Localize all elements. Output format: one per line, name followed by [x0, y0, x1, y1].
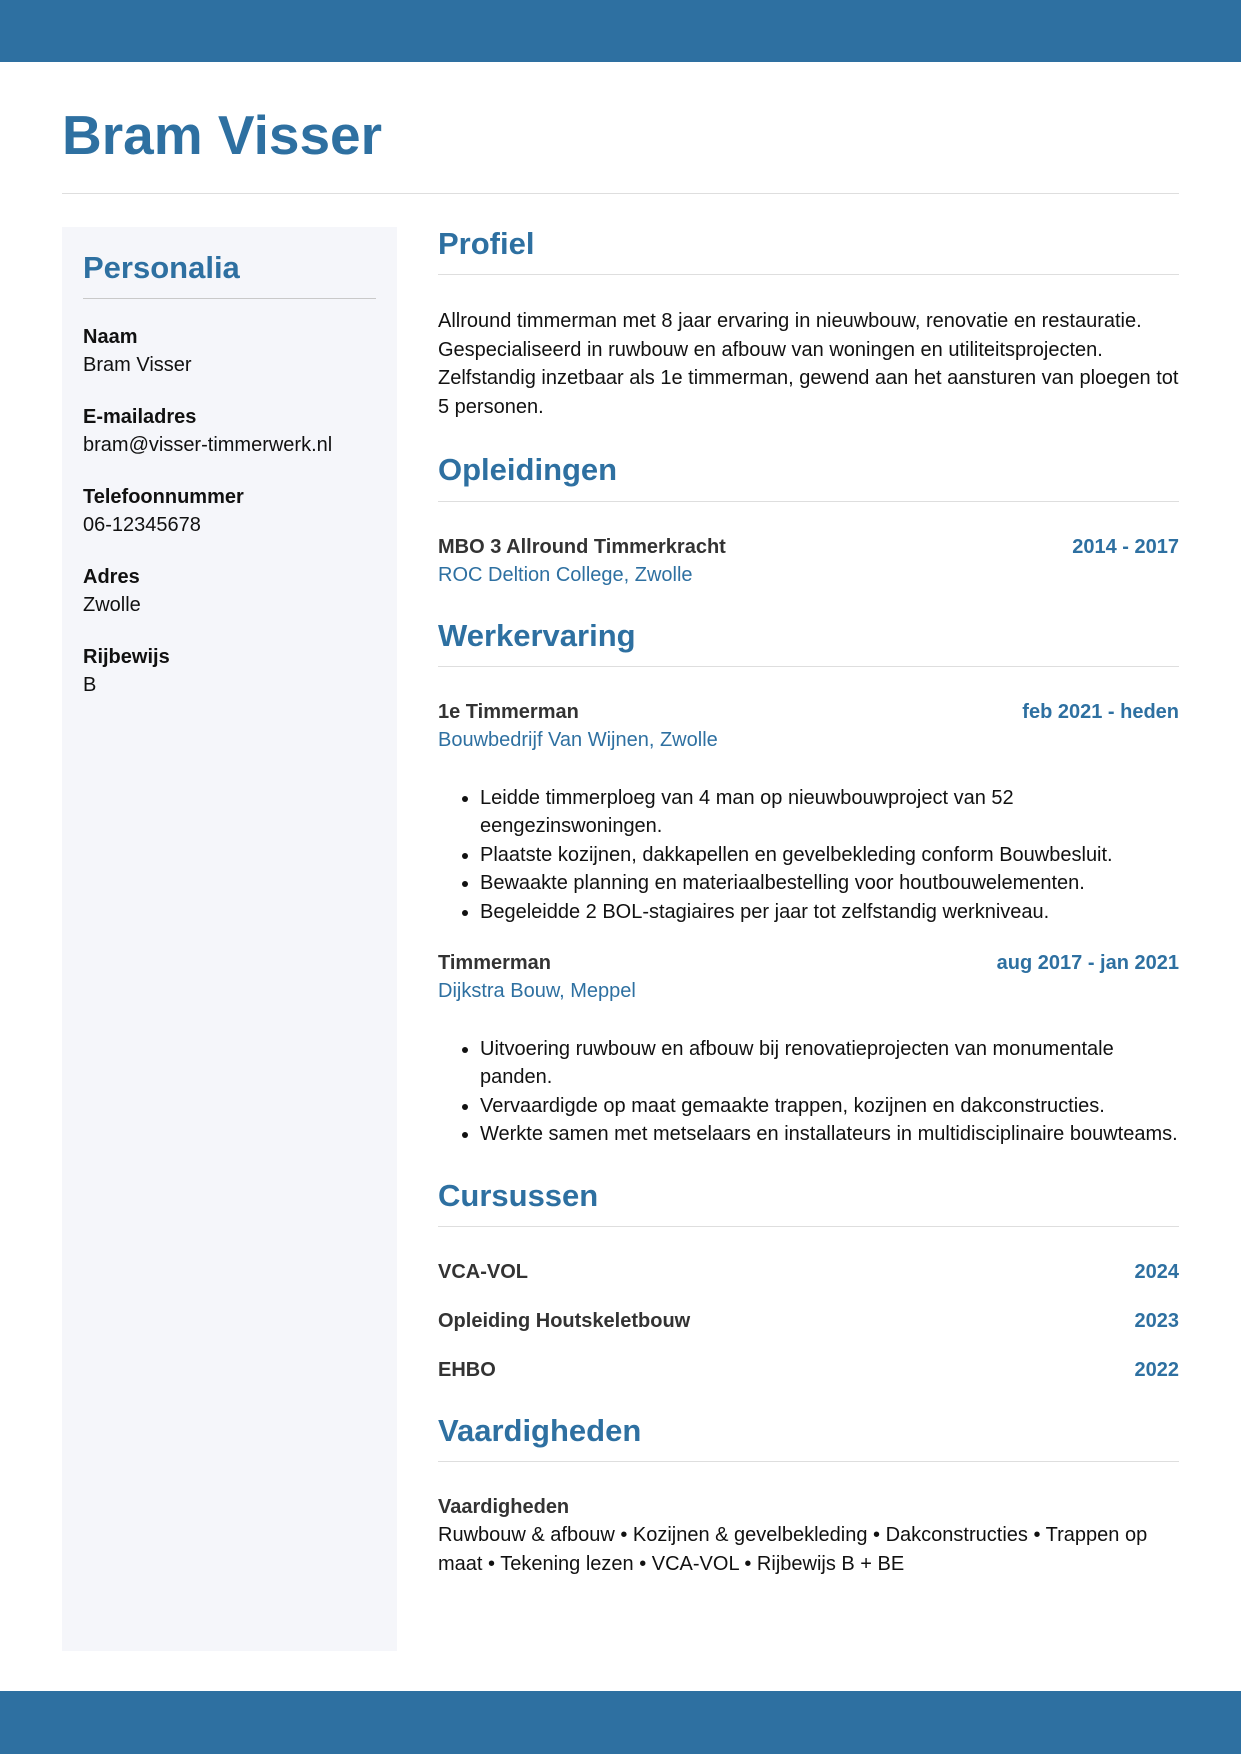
field-value: 06-12345678 [83, 514, 201, 537]
job-bullets [438, 784, 1179, 927]
field-value: Zwolle [83, 594, 141, 617]
field-label: Naam [83, 326, 138, 349]
job-title: Timmerman [438, 951, 552, 974]
education-entry [438, 533, 1179, 589]
field-label: E-mailadres [83, 406, 197, 429]
course-year: 2022 [1134, 1359, 1179, 1382]
section-title: Werkervaring [438, 617, 636, 653]
section-divider [438, 1226, 1179, 1227]
section-divider [438, 666, 1179, 667]
field-adres [83, 563, 376, 619]
section-profiel [438, 227, 1179, 421]
list-item: • Plaatste kozijnen, dakkapellen en gevelbekleding conform Bouwbesluit. [480, 841, 1179, 870]
field-label: Adres [83, 566, 140, 589]
field-email [83, 403, 376, 459]
job-entry [438, 698, 1179, 927]
field-label: Telefoonnummer [83, 486, 244, 509]
field-label: Rijbewijs [83, 646, 170, 669]
course-title: Opleiding Houtskeletbouw [438, 1310, 691, 1333]
course-title: VCA-VOL [438, 1261, 528, 1284]
footer-band [0, 1691, 1241, 1754]
job-company: Dijkstra Bouw, Meppel [438, 979, 636, 1002]
candidate-name: Bram Visser [62, 104, 383, 166]
job-entry [438, 949, 1179, 1149]
section-cursussen [438, 1179, 1179, 1384]
section-opleidingen [438, 453, 1179, 588]
list-item: • Bewaakte planning en materiaalbestelling voor houtbouwelementen. [480, 869, 1179, 898]
list-item: • Uitvoering ruwbouw en afbouw bij renovatieprojecten van monumentale panden. [480, 1035, 1179, 1092]
job-company: Bouwbedrijf Van Wijnen, Zwolle [438, 728, 718, 751]
job-bullets [438, 1035, 1179, 1149]
section-divider [438, 274, 1179, 275]
section-title: Profiel [438, 226, 535, 261]
education-date: 2014 - 2017 [1072, 535, 1179, 558]
section-title: Opleidingen [438, 452, 618, 488]
profile-text: Allround timmerman met 8 jaar ervaring in nieuwbouw, renovatie en restauratie. Gespecialiseerd in ruwbouw en afbouw van woningen en utiliteitsprojecten. Zelfstandig inzetbaar als 1e timmerman, gewend aan het aansturen van ploegen tot 5 personen. [438, 310, 1179, 418]
field-value: Bram Visser [83, 354, 192, 377]
personalia-title: Personalia [83, 250, 240, 285]
section-title: Vaardigheden [438, 1413, 642, 1449]
field-rijbewijs [83, 643, 376, 699]
section-title: Cursussen [438, 1178, 599, 1213]
field-value: bram@visser-timmerwerk.nl [83, 434, 333, 457]
course-entry [438, 1356, 1179, 1384]
list-item: • Leidde timmerploeg van 4 man op nieuwbouwproject van 52 eengezinswoningen. [480, 784, 1179, 841]
header-band [0, 0, 1241, 62]
section-werkervaring [438, 619, 1179, 1149]
personalia-divider [83, 298, 376, 299]
course-entry [438, 1258, 1179, 1286]
job-date: aug 2017 - jan 2021 [996, 951, 1179, 974]
personalia-sidebar [62, 227, 397, 1651]
section-divider [438, 501, 1179, 502]
education-school: ROC Deltion College, Zwolle [438, 563, 693, 586]
list-item: • Werkte samen met metselaars en installateurs in multidisciplinaire bouwteams. [480, 1120, 1179, 1149]
section-vaardigheden [438, 1414, 1179, 1578]
course-year: 2024 [1134, 1261, 1179, 1284]
field-naam [83, 323, 376, 379]
skills-text: Ruwbouw & afbouw • Kozijnen & gevelbekleding • Dakconstructies • Trappen op maat • Tekening lezen • VCA-VOL • Rijbewijs B + BE [438, 1524, 1148, 1575]
list-item: • Vervaardigde op maat gemaakte trappen, kozijnen en dakconstructies. [480, 1092, 1179, 1121]
list-item: • Begeleidde 2 BOL-stagiaires per jaar tot zelfstandig werkniveau. [480, 898, 1179, 927]
course-title: EHBO [438, 1359, 496, 1382]
field-value: B [83, 674, 97, 697]
resume-page [62, 62, 1179, 1575]
education-title: MBO 3 Allround Timmerkracht [438, 535, 726, 558]
course-entry [438, 1307, 1179, 1335]
course-year: 2023 [1134, 1310, 1179, 1333]
main-column [438, 227, 1179, 1578]
job-date: feb 2021 - heden [1022, 700, 1179, 723]
name-divider [62, 193, 1179, 194]
field-telefoon [83, 483, 376, 539]
skills-label: Vaardigheden [438, 1496, 570, 1519]
section-divider [438, 1461, 1179, 1462]
job-title: 1e Timmerman [438, 700, 579, 723]
